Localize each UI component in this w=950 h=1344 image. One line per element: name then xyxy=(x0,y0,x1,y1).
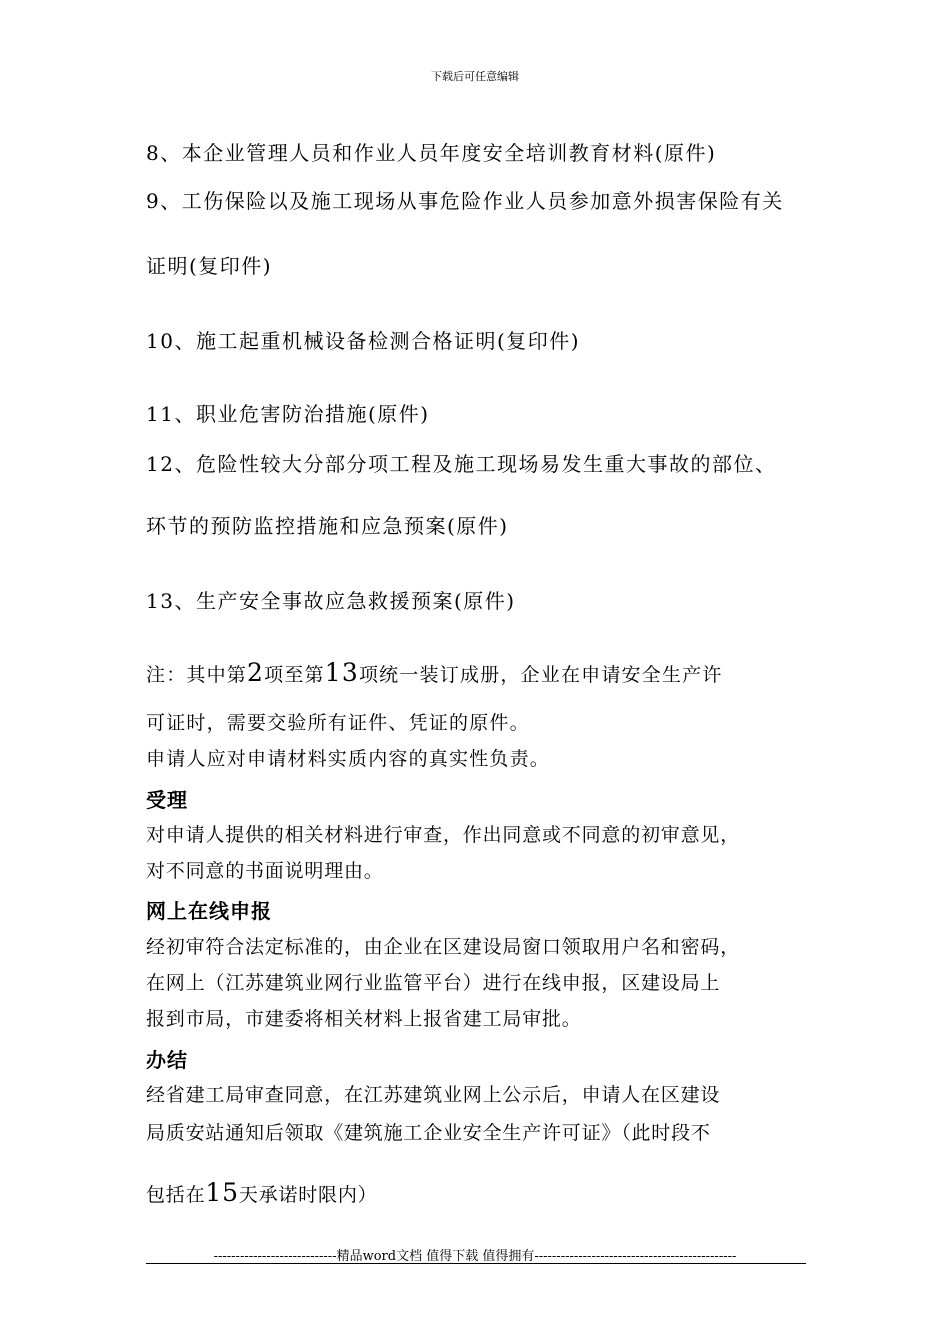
finish-line3-number: 15 xyxy=(205,1178,239,1207)
section-title-finish: 办结 xyxy=(146,1048,188,1072)
section-title-accept: 受理 xyxy=(146,788,188,812)
finish-text-line2: 局质安站通知后领取《建筑施工企业安全生产许可证》（此时段不 xyxy=(146,1122,711,1144)
page-footer: ----------------------------精品word文档 值得下载 值得拥有---------------------------------------------- xyxy=(213,1249,737,1264)
note-middle: 项至第 xyxy=(264,664,325,686)
accept-text-line2: 对不同意的书面说明理由。 xyxy=(146,860,384,882)
accept-text-line1: 对申请人提供的相关材料进行审查，作出同意或不同意的初审意见， xyxy=(146,824,741,846)
list-item-9-line1: 9、工伤保险以及施工现场从事危险作业人员参加意外损害保险有关 xyxy=(146,189,784,213)
list-item-10: 10、施工起重机械设备检测合格证明(复印件) xyxy=(146,329,581,353)
online-text-line1: 经初审符合法定标准的，由企业在区建设局窗口领取用户名和密码， xyxy=(146,936,741,958)
finish-line3-prefix: 包括在 xyxy=(146,1184,206,1206)
finish-text-line3 xyxy=(146,1178,377,1207)
note-suffix: 项统一装订成册，企业在申请安全生产许 xyxy=(358,664,723,686)
list-item-12-line1: 12、危险性较大分部分项工程及施工现场易发生重大事故的部位、 xyxy=(146,452,777,476)
footer-rule xyxy=(146,1263,806,1264)
list-item-12-line2: 环节的预防监控措施和应急预案(原件) xyxy=(146,514,509,538)
list-item-11: 11、职业危害防治措施(原件) xyxy=(146,402,430,426)
note-number-start: 2 xyxy=(247,658,265,687)
list-item-8: 8、本企业管理人员和作业人员年度安全培训教育材料(原件) xyxy=(146,141,717,165)
note-line2: 可证时，需要交验所有证件、凭证的原件。 xyxy=(146,712,530,734)
finish-text-line1: 经省建工局审查同意，在江苏建筑业网上公示后，申请人在区建设 xyxy=(146,1084,721,1106)
online-text-line3: 报到市局，市建委将相关材料上报省建工局审批。 xyxy=(146,1008,582,1030)
note-line3: 申请人应对申请材料实质内容的真实性负责。 xyxy=(146,748,551,770)
list-item-9-line2: 证明(复印件) xyxy=(146,254,273,278)
note-line1 xyxy=(146,658,723,687)
finish-line3-suffix: 天承诺时限内） xyxy=(238,1184,378,1206)
note-prefix: 注：其中第 xyxy=(146,664,248,686)
note-number-end: 13 xyxy=(324,658,359,687)
list-item-13: 13、生产安全事故应急救援预案(原件) xyxy=(146,589,516,613)
online-text-line2: 在网上（江苏建筑业网行业监管平台）进行在线申报，区建设局上 xyxy=(146,972,721,994)
section-title-online: 网上在线申报 xyxy=(146,899,272,923)
page-header: 下载后可任意编辑 xyxy=(431,70,519,83)
